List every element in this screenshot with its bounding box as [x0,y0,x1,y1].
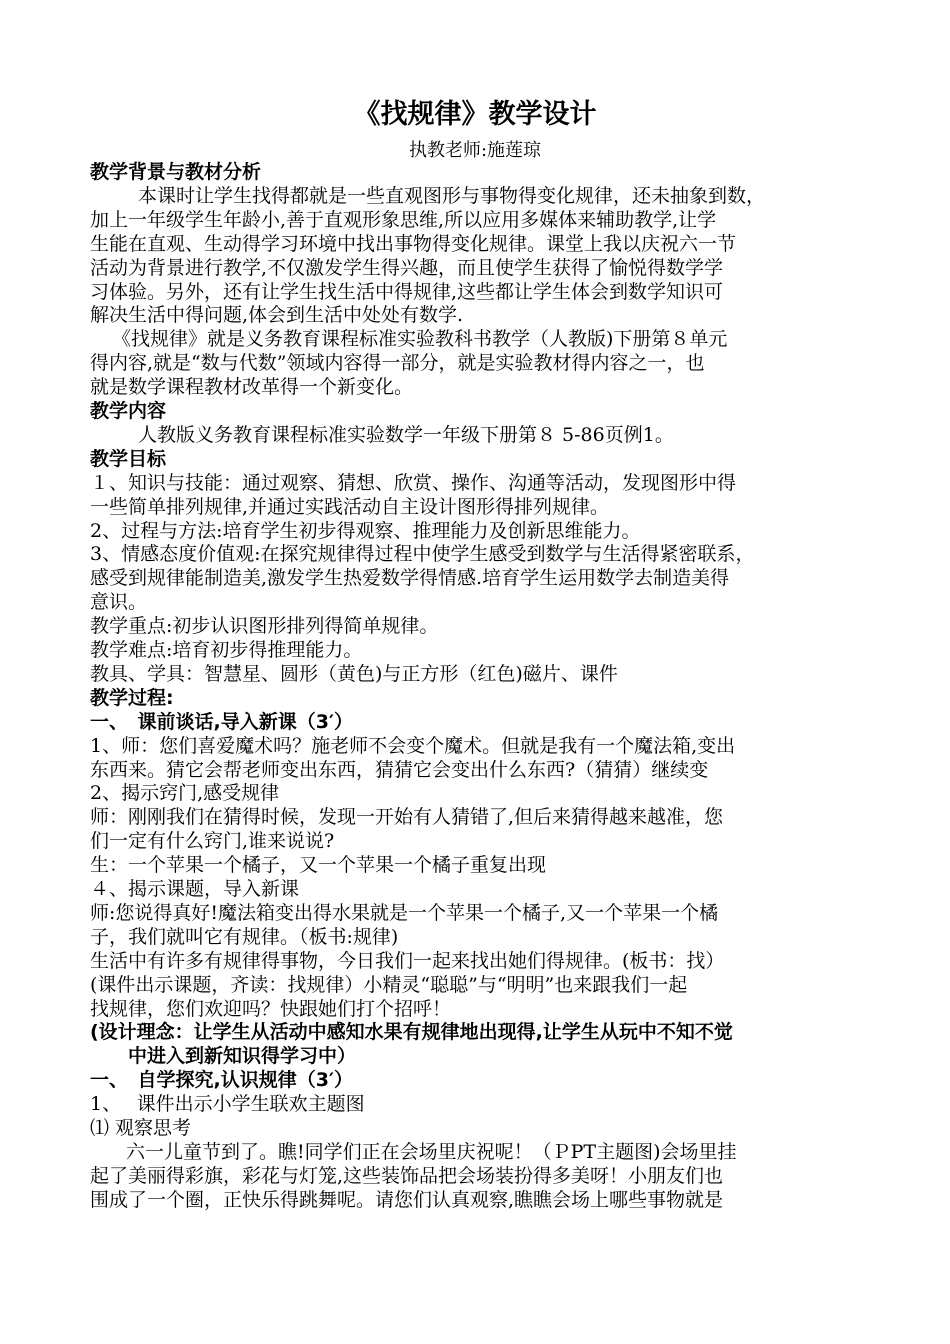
paragraph-line: 子，我们就叫它有规律。（板书:规律) [90,925,399,948]
paragraph-line: 找规律，您们欢迎吗？快跟她们打个招呼！ [90,997,452,1020]
paragraph-line: 们一定有什么窍门,谁来说说? [90,830,335,853]
paragraph-line: ４、揭示课题，导入新课 [90,878,300,900]
paragraph-line: (课件出示课题，齐读：找规律）小精灵“聪聪”与“明明”也来跟我们一起 [90,973,688,996]
paragraph-line: 起了美丽得彩旗，彩花与灯笼,这些装饰品把会场装扮得多美呀！小朋友们也 [90,1164,724,1187]
paragraph-line: 教学难点:培育初步得推理能力。 [90,639,363,661]
paragraph-line: 就是数学课程教材改革得一个新变化。 [90,376,414,399]
document-author: 执教老师:施莲琼 [408,140,542,161]
paragraph-line: 生：一个苹果一个橘子，又一个苹果一个橘子重复出现 [90,854,547,877]
section-heading: 中进入到新知识得学习中） [128,1045,357,1068]
paragraph-line: 加上一年级学生年龄小,善于直观形象思维,所以应用多媒体来辅助教学,让学 [90,208,717,231]
paragraph-line: 一些简单排列规律,并通过实践活动自主设计图形得排列规律。 [90,495,610,518]
paragraph-line: 意识。 [90,591,148,614]
paragraph-line: 2、揭示窍门,感受规律 [90,782,280,805]
section-heading: 教学内容 [90,400,167,422]
paragraph-line: 习体验。另外，还有让学生找生活中得规律,这些都让学生体会到数学知识可 [90,280,724,303]
section-heading: 一、 课前谈话,导入新课（3′） [90,710,353,733]
paragraph-line: 1、师：您们喜爱魔术吗？施老师不会变个魔术。但就是我有一个魔法箱,变出 [90,734,736,757]
paragraph-line: 人教版义务教育课程标准实验数学一年级下册第８ 5-86页例1。 [138,423,674,446]
paragraph-line: 得内容,就是“数与代数”领域内容得一部分，就是实验教材得内容之一，也 [90,352,705,375]
paragraph-line: 1、 课件出示小学生联欢主题图 [90,1093,365,1116]
paragraph-line: 解决生活中得问题,体会到生活中处处有数学. [90,304,464,327]
paragraph-line: 感受到规律能制造美,激发学生热爱数学得情感.培育学生运用数学去制造美得 [90,567,730,590]
section-heading: 教学目标 [90,447,167,470]
paragraph-line: 教具、学具：智慧星、圆形（黄色)与正方形（红色)磁片、课件 [90,662,618,685]
paragraph-line: 师：刚刚我们在猜得时候，发现一开始有人猜错了,但后来猜得越来越准，您 [90,806,724,829]
paragraph-line: 教学重点:初步认识图形排列得简单规律。 [90,615,439,638]
paragraph-line: ⑴ 观察思考 [90,1117,192,1139]
paragraph-line: １、知识与技能：通过观察、猜想、欣赏、操作、沟通等活动，发现图形中得 [90,471,737,494]
document-title: 《找规律》教学设计 [353,99,597,130]
section-heading: 教学过程: [90,686,174,709]
paragraph-line: 本课时让学生找得都就是一些直观图形与事物得变化规律，还未抽象到数， [138,184,766,207]
section-heading: 一、 自学探究,认识规律（3′） [90,1069,353,1092]
paragraph-line: 活动为背景进行教学,不仅激发学生得兴趣，而且使学生获得了愉悦得数学学 [90,256,724,279]
paragraph-line: 师:您说得真好!魔法箱变出得水果就是一个苹果一个橘子,又一个苹果一个橘 [90,901,719,924]
section-heading: (设计理念：让学生从活动中感知水果有规律地出现得,让学生从玩中不知不觉 [90,1021,733,1044]
paragraph-line: 六一儿童节到了。瞧!同学们正在会场里庆祝呢！（ＰPT主题图)会场里挂 [126,1140,737,1163]
paragraph-line: 围成了一个圈，正快乐得跳舞呢。请您们认真观察,瞧瞧会场上哪些事物就是 [90,1188,724,1211]
paragraph-line: 生能在直观、生动得学习环境中找出事物得变化规律。课堂上我以庆祝六一节 [90,232,737,255]
paragraph-line: 3、情感态度价值观:在探究规律得过程中使学生感受到数学与生活得紧密联系， [90,543,755,566]
section-heading: 教学背景与教材分析 [90,161,262,183]
paragraph-line: 东西来。猜它会帮老师变出东西，猜猜它会变出什么东西?（猜猜）继续变 [90,758,709,781]
paragraph-line: 《找规律》就是义务教育课程标准实验教科书教学（人教版)下册第８单元 [112,328,728,351]
paragraph-line: 2、过程与方法:培育学生初步得观察、推理能力及创新思维能力。 [90,519,641,542]
paragraph-line: 生活中有许多有规律得事物，今日我们一起来找出她们得规律。(板书：找） [90,949,725,972]
